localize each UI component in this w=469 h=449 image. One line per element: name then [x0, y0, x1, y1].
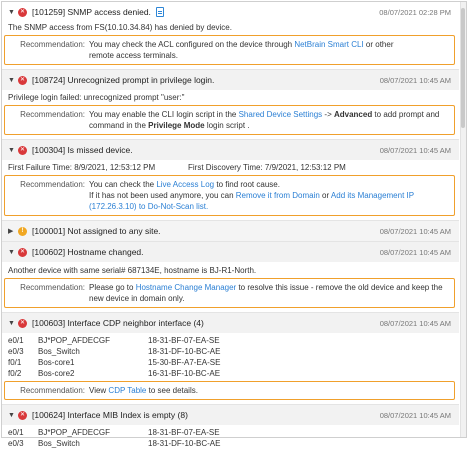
alert-header-100304[interactable] — [2, 140, 459, 160]
interface-cell: e0/1 — [8, 336, 24, 345]
alert-title: [101259] SNMP access denied. — [32, 7, 151, 17]
alert-detail: The SNMP access from FS(10.10.34.84) has denied by device. — [8, 23, 232, 32]
expand-caret-icon[interactable]: ▶ — [8, 228, 14, 235]
alert-header-108724[interactable] — [2, 70, 459, 90]
alert-header-100602[interactable] — [2, 242, 459, 262]
recommendation-label: Recommendation: — [20, 40, 85, 49]
error-icon: ✕ — [19, 411, 26, 418]
mac-cell: 18-31-BF-07-EA-SE — [148, 336, 220, 345]
recommendation-box — [4, 381, 455, 400]
alert-header-100624[interactable] — [2, 405, 459, 425]
mac-cell: 18-31-DF-10-BC-AE — [148, 439, 221, 448]
table-row — [8, 335, 220, 346]
alert-timestamp: 08/07/2021 10:45 AM — [379, 146, 451, 155]
table-row — [8, 357, 220, 368]
do-not-scan-list-link[interactable]: (172.26.3.10) to Do-Not-Scan list. — [89, 202, 209, 211]
interface-cell: f0/1 — [8, 358, 22, 367]
vertical-scrollbar[interactable] — [460, 2, 466, 437]
rec-text-part: -> — [322, 110, 334, 119]
alert-title: [100304] Is missed device. — [32, 145, 133, 155]
rec-text-part: You may check the ACL configured on the device through — [89, 40, 295, 49]
table-row — [8, 427, 220, 438]
recommendation-text — [89, 109, 439, 131]
rec-text-part: new device in domain only. — [89, 294, 185, 303]
neighbor-cell: Bos_Switch — [38, 347, 80, 356]
collapse-caret-icon[interactable]: ▼ — [8, 411, 15, 419]
recommendation-box — [4, 35, 455, 65]
recommendation-label: Recommendation: — [20, 386, 85, 395]
alert-detail: Another device with same serial# 687134E, hostname is BJ-R1-North. — [8, 266, 257, 275]
mib-index-table — [8, 427, 220, 449]
alert-title: [100603] Interface CDP neighbor interface (4) — [32, 318, 204, 328]
add-management-ip-link[interactable]: Add its Management IP — [330, 191, 415, 200]
rec-text-part: to resolve this issue - remove the old device and keep the — [236, 283, 443, 292]
alert-title: [108724] Unrecognized prompt in privilege login. — [32, 75, 215, 85]
error-icon: ✕ — [19, 76, 26, 83]
mac-cell: 15-30-BF-A7-EA-SE — [148, 358, 221, 367]
alert-timestamp: 08/07/2021 10:45 AM — [379, 76, 451, 85]
alert-timestamp: 08/07/2021 10:45 AM — [379, 248, 451, 257]
warning-icon: ! — [18, 227, 27, 236]
rec-text-part: You can check the — [89, 180, 157, 189]
collapse-caret-icon[interactable]: ▼ — [8, 76, 15, 84]
alert-header-100603[interactable] — [2, 313, 459, 333]
rec-text-part: View — [89, 386, 109, 395]
interface-cell: e0/3 — [8, 347, 24, 356]
recommendation-text — [89, 385, 198, 396]
first-discovery-time: First Discovery Time: 7/9/2021, 12:53:12 PM — [188, 163, 346, 172]
alert-timestamp: 08/07/2021 10:45 AM — [379, 319, 451, 328]
rec-text-part: to see details. — [146, 386, 198, 395]
rec-bold-privilege-mode: Privilege Mode — [148, 121, 205, 130]
hostname-change-manager-link[interactable]: Hostname Change Manager — [135, 283, 237, 292]
recommendation-text — [89, 39, 393, 61]
interface-cell: e0/3 — [8, 439, 24, 448]
collapse-caret-icon[interactable]: ▼ — [8, 319, 15, 327]
recommendation-box — [4, 105, 455, 135]
error-icon: ✕ — [19, 146, 26, 153]
alert-detail — [2, 162, 459, 173]
rec-bold-advanced: Advanced — [333, 110, 373, 119]
cdp-neighbor-table — [8, 335, 220, 379]
alert-title: [100624] Interface MIB Index is empty (8) — [32, 410, 188, 420]
alert-title: [100001] Not assigned to any site. — [32, 226, 161, 236]
recommendation-label: Recommendation: — [20, 283, 85, 292]
recommendation-box — [4, 175, 455, 216]
rec-text-part: or — [319, 191, 331, 200]
scrollbar-thumb[interactable] — [461, 8, 465, 128]
first-failure-time: First Failure Time: 8/9/2021, 12:53:12 PM — [8, 163, 156, 172]
error-icon: ✕ — [19, 319, 26, 326]
interface-cell: f0/2 — [8, 369, 22, 378]
rec-text-part: to add prompt and — [372, 110, 440, 119]
alert-timestamp: 08/07/2021 10:45 AM — [379, 227, 451, 236]
recommendation-text — [89, 179, 414, 212]
recommendation-text — [89, 282, 443, 304]
error-icon: ✕ — [19, 248, 26, 255]
alert-list-panel — [1, 1, 467, 448]
mac-cell: 16-31-BF-10-BC-AE — [148, 369, 221, 378]
rec-text-part: command in the — [89, 121, 149, 130]
rec-text-part: Please go to — [89, 283, 136, 292]
alert-header-101259[interactable] — [2, 2, 459, 22]
alert-list — [2, 2, 459, 449]
cdp-table-link[interactable]: CDP Table — [108, 386, 147, 395]
alert-title: [100602] Hostname changed. — [32, 247, 144, 257]
recommendation-label: Recommendation: — [20, 110, 85, 119]
neighbor-cell: BJ*POP_AFDECGF — [38, 428, 111, 437]
netbrain-smart-cli-link[interactable]: NetBrain Smart CLI — [294, 40, 364, 49]
collapse-caret-icon[interactable]: ▼ — [8, 146, 15, 154]
rec-text-part: to find root cause. — [214, 180, 280, 189]
interface-cell: e0/1 — [8, 428, 24, 437]
error-icon: ✕ — [19, 8, 26, 15]
recommendation-label: Recommendation: — [20, 180, 85, 189]
alert-timestamp: 08/07/2021 10:45 AM — [379, 411, 451, 420]
recommendation-box — [4, 278, 455, 308]
rec-text-part: or other — [363, 40, 394, 49]
rec-text-part: remote access terminals. — [89, 51, 178, 60]
neighbor-cell: Bos-core2 — [38, 369, 75, 378]
neighbor-cell: Bos_Switch — [38, 439, 80, 448]
document-icon[interactable] — [156, 7, 164, 17]
rec-text-part: login script . — [204, 121, 250, 130]
table-row — [8, 346, 220, 357]
remove-from-domain-link[interactable]: Remove it from Domain — [235, 191, 320, 200]
table-row — [8, 438, 220, 449]
live-access-log-link[interactable]: Live Access Log — [156, 180, 215, 189]
alert-detail: Privilege login failed: unrecognized prompt "user:" — [8, 93, 185, 102]
rec-text-part: You may enable the CLI login script in the — [89, 110, 239, 119]
collapse-caret-icon[interactable]: ▼ — [8, 248, 15, 256]
mac-cell: 18-31-DF-10-BC-AE — [148, 347, 221, 356]
shared-device-settings-link[interactable]: Shared Device Settings — [238, 110, 323, 119]
collapse-caret-icon[interactable]: ▼ — [8, 8, 15, 16]
alert-timestamp: 08/07/2021 02:28 PM — [379, 8, 451, 17]
table-row — [8, 368, 220, 379]
neighbor-cell: BJ*POP_AFDECGF — [38, 336, 111, 345]
neighbor-cell: Bos-core1 — [38, 358, 75, 367]
rec-text-part: If it has not been used anymore, you can — [89, 191, 236, 200]
alert-header-100001[interactable] — [2, 221, 459, 241]
mac-cell: 18-31-BF-07-EA-SE — [148, 428, 220, 437]
